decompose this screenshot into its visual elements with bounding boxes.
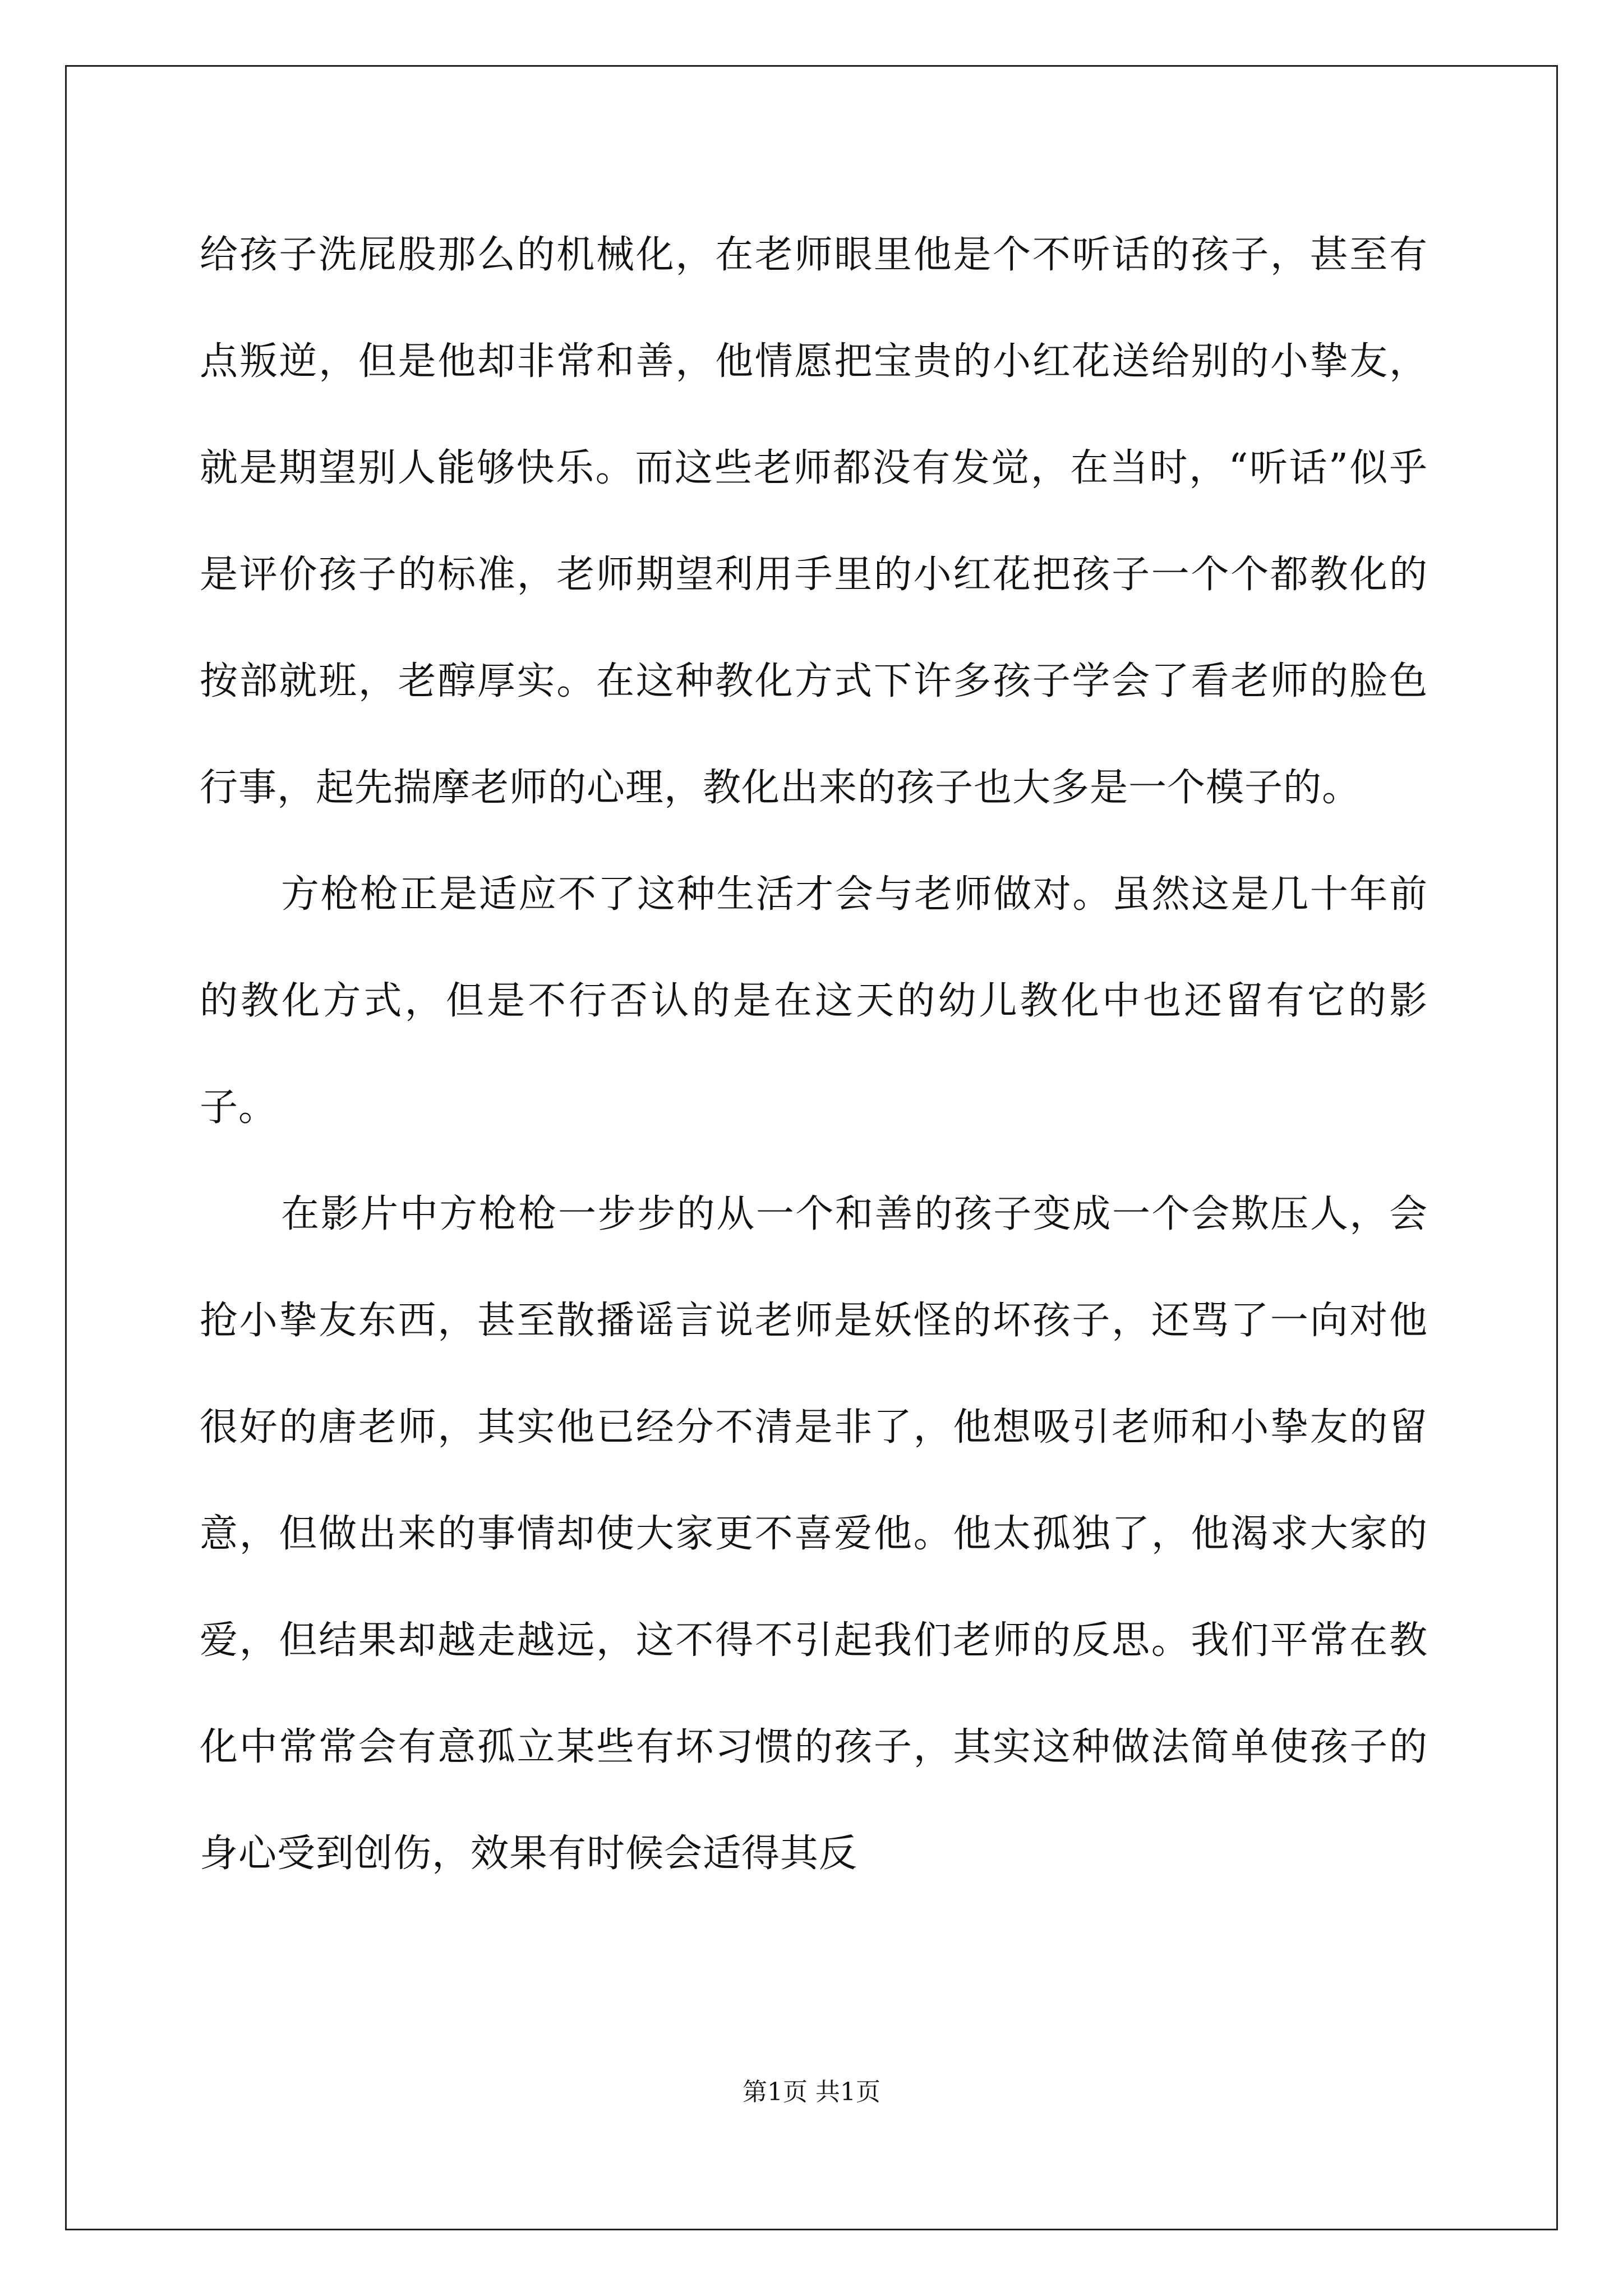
paragraph-2: 方枪枪正是适应不了这种生活才会与老师做对。虽然这是几十年前的教化方式，但是不行否认的是在这天的幼儿教化中也还留有它的影子。 (200, 872, 1428, 1130)
paragraph-1: 给孩子洗屁股那么的机械化，在老师眼里他是个不听话的孩子，甚至有点叛逆，但是他却非常和善，他情愿把宝贵的小红花送给别的小挚友，就是期望别人能够快乐。而这些老师都没有发觉，在当时，“听话”似乎是评价孩子的标准，老师期望利用手里的小红花把孩子一个个都教化的按部就班，老醇厚实。在这种教化方式下许多孩子学会了看老师的脸色行事，起先揣摩老师的心理，教化出来的孩子也大多是一个模子的。 (200, 233, 1428, 810)
paragraph-3: 在影片中方枪枪一步步的从一个和善的孩子变成一个会欺压人，会抢小挚友东西，甚至散播谣言说老师是妖怪的坏孩子，还骂了一向对他很好的唐老师，其实他已经分不清是非了，他想吸引老师和小挚友的留意，但做出来的事情却使大家更不喜爱他。他太孤独了，他渴求大家的爱，但结果却越走越远，这不得不引起我们老师的反思。我们平常在教化中常常会有意孤立某些有坏习惯的孩子，其实这种做法简单使孩子的身心受到创伤，效果有时候会适得其反 (200, 1192, 1428, 1876)
document-body (200, 202, 1428, 1907)
page-footer: 第1页 共1页 (743, 2078, 880, 2106)
